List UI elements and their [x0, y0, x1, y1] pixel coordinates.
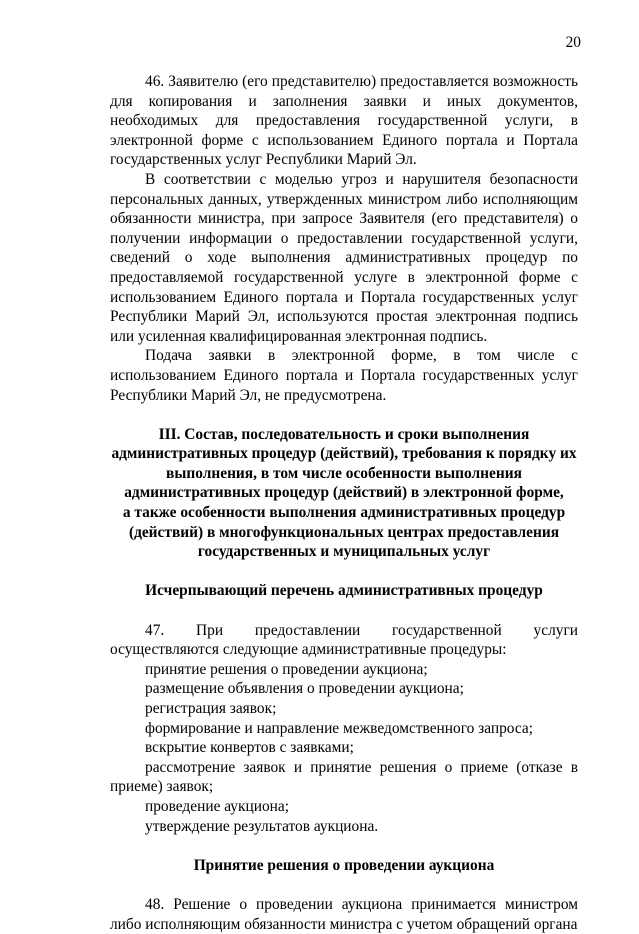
document-body: [110, 72, 578, 934]
paragraph-47: 47. При предоставлении государственной услуги осуществляются следующие административные процедуры:: [110, 621, 578, 659]
section-heading-line: административных процедур (действий) в электронной форме,: [124, 484, 564, 502]
list-item: принятие решения о проведении аукциона;: [145, 660, 428, 678]
section-heading-line: III. Состав, последовательность и сроки выполнения: [158, 425, 530, 443]
section-heading-line: выполнения, в том числе особенности выполнения: [166, 464, 522, 482]
subheading-procedure-list: Исчерпывающий перечень административных процедур: [145, 582, 543, 600]
subheading-auction-decision: Принятие решения о проведении аукциона: [193, 856, 495, 874]
paragraph-electronic-signature: В соответствии с моделью угроз и нарушителя безопасности персональных данных, утвержденных министром либо исполняющим обязанности министра, при запросе Заявителя (его представителя) о получении информации о предоставлении государственной услуги, сведений о ходе выполнения административных процедур по предоставляемой государственной услуге в электронной форме с использованием Единого портала и Портала государственных услуг Республики Марий Эл, используются простая электронная подпись или усиленная квалифицированная электронная подпись.: [110, 170, 578, 345]
list-item: проведение аукциона;: [145, 797, 289, 815]
list-item: вскрытие конвертов с заявками;: [145, 739, 354, 757]
list-item: рассмотрение заявок и принятие решения о приеме (отказе в приеме) заявок;: [110, 758, 578, 796]
paragraph-48: 48. Решение о проведении аукциона принимается министром либо исполняющим обязанности министра с учетом обращений органа: [110, 895, 578, 933]
section-heading-iii: [110, 425, 578, 562]
procedure-list: [110, 660, 578, 836]
page-number: 20: [565, 34, 581, 51]
paragraph-application-submission: Подача заявки в электронной форме, в том числе с использованием Единого портала и Портала государственных услуг Республики Марий Эл, не предусмотрена.: [110, 347, 578, 404]
list-item: утверждение результатов аукциона.: [145, 817, 379, 835]
list-item: регистрация заявок;: [145, 700, 277, 717]
section-heading-line: (действий) в многофункциональных центрах предоставления: [128, 523, 560, 541]
section-heading-line: а также особенности выполнения административных процедур: [122, 504, 566, 522]
list-item: формирование и направление межведомственного запроса;: [145, 719, 534, 737]
list-item: размещение объявления о проведении аукциона;: [145, 680, 464, 698]
section-heading-line: административных процедур (действий), требования к порядку их: [111, 445, 577, 463]
section-heading-line: государственных и муниципальных услуг: [197, 543, 491, 561]
paragraph-46: 46. Заявителю (его представителю) предоставляется возможность для копирования и заполнения заявки и иных документов, необходимых для предоставления государственной услуги, в электронной форме с использованием Единого портала и Портала государственных услуг Республики Марий Эл.: [110, 73, 578, 169]
